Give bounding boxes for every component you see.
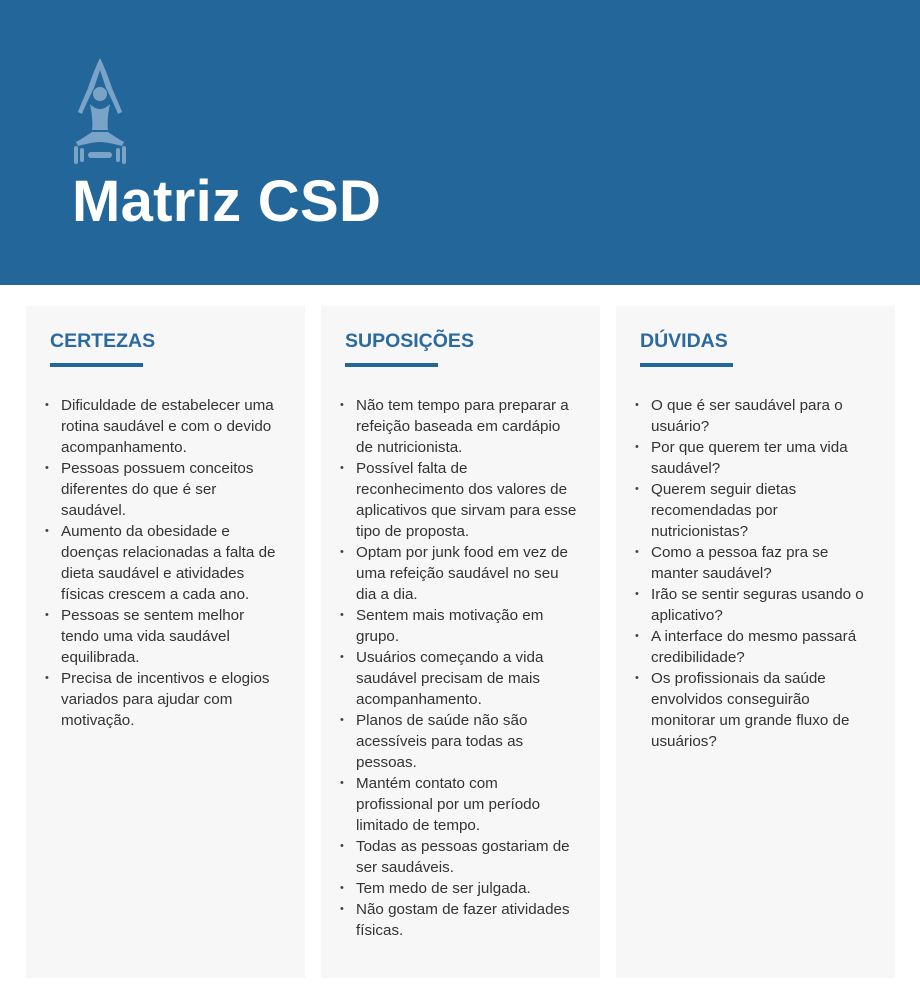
column-suposicoes <box>321 306 600 978</box>
list-item: • Possível falta de reconhecimento dos valores de aplicativos que sirvam para esse tipo de proposta. <box>356 458 578 542</box>
list-item: • Todas as pessoas gostariam de ser saudáveis. <box>356 836 578 878</box>
page-title: Matriz CSD <box>72 169 382 234</box>
heading-underline <box>345 363 438 367</box>
list-item: • Precisa de incentivos e elogios variados para ajudar com motivação. <box>61 668 283 731</box>
list-item: • Não tem tempo para preparar a refeição baseada em cardápio de nutricionista. <box>356 395 578 458</box>
list-item: • Não gostam de fazer atividades físicas. <box>356 899 578 941</box>
heading-underline <box>640 363 733 367</box>
column-duvidas <box>616 306 895 978</box>
list-item: • Os profissionais da saúde envolvidos conseguirão monitorar um grande fluxo de usuários? <box>651 668 873 752</box>
item-list <box>651 395 873 752</box>
list-item: • Tem medo de ser julgada. <box>356 878 578 899</box>
list-item: • Aumento da obesidade e doenças relacionadas a falta de dieta saudável e atividades físicas crescem a cada ano. <box>61 521 283 605</box>
list-item: • O que é ser saudável para o usuário? <box>651 395 873 437</box>
list-item: • Como a pessoa faz pra se manter saudável? <box>651 542 873 584</box>
yoga-fitness-logo-icon <box>70 54 130 168</box>
list-item: • Sentem mais motivação em grupo. <box>356 605 578 647</box>
heading-underline <box>50 363 143 367</box>
column-heading: SUPOSIÇÕES <box>345 330 474 352</box>
column-heading: DÚVIDAS <box>640 330 728 352</box>
list-item: • Irão se sentir seguras usando o aplicativo? <box>651 584 873 626</box>
list-item: • Pessoas possuem conceitos diferentes do que é ser saudável. <box>61 458 283 521</box>
item-list <box>356 395 578 941</box>
list-item: • Querem seguir dietas recomendadas por nutricionistas? <box>651 479 873 542</box>
list-item: • Mantém contato com profissional por um período limitado de tempo. <box>356 773 578 836</box>
list-item: • A interface do mesmo passará credibilidade? <box>651 626 873 668</box>
list-item: • Usuários começando a vida saudável precisam de mais acompanhamento. <box>356 647 578 710</box>
header-banner <box>0 0 920 285</box>
list-item: • Optam por junk food em vez de uma refeição saudável no seu dia a dia. <box>356 542 578 605</box>
column-heading: CERTEZAS <box>50 330 156 352</box>
list-item: • Por que querem ter uma vida saudável? <box>651 437 873 479</box>
list-item: • Dificuldade de estabelecer uma rotina saudável e com o devido acompanhamento. <box>61 395 283 458</box>
list-item: • Pessoas se sentem melhor tendo uma vida saudável equilibrada. <box>61 605 283 668</box>
item-list <box>61 395 283 731</box>
list-item: • Planos de saúde não são acessíveis para todas as pessoas. <box>356 710 578 773</box>
column-certezas <box>26 306 305 978</box>
